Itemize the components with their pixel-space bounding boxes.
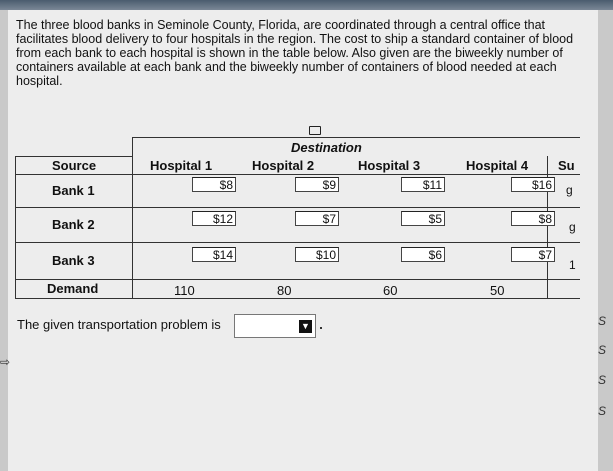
side-mark-3: S bbox=[598, 373, 607, 387]
top-bar bbox=[0, 0, 613, 10]
hospital-1-header: Hospital 1 bbox=[150, 158, 213, 173]
cost-bank2-hospital3: $5 bbox=[401, 211, 445, 226]
table-border-left bbox=[15, 156, 16, 298]
hospital-2-header: Hospital 2 bbox=[252, 158, 315, 173]
cost-bank2-hospital1: $12 bbox=[192, 211, 236, 226]
table-border-top bbox=[132, 137, 580, 138]
table-icon[interactable] bbox=[309, 126, 321, 135]
cost-bank3-hospital1: $14 bbox=[192, 247, 236, 262]
cost-bank3-hospital2: $10 bbox=[295, 247, 339, 262]
demand-hospital3: 60 bbox=[383, 283, 398, 298]
supply-bank1: g bbox=[566, 183, 573, 197]
side-mark-2: S bbox=[598, 343, 607, 357]
side-mark-1: S bbox=[598, 314, 607, 328]
table-border-source-top bbox=[15, 156, 132, 157]
side-mark-4: S bbox=[598, 404, 607, 418]
problem-type-dropdown[interactable] bbox=[234, 314, 316, 338]
cost-bank3-hospital4: $7 bbox=[511, 247, 555, 262]
table-line-demand bbox=[15, 298, 580, 299]
demand-label: Demand bbox=[47, 281, 99, 296]
demand-hospital2: 80 bbox=[277, 283, 292, 298]
hospital-3-header: Hospital 3 bbox=[358, 158, 421, 173]
cost-bank3-hospital3: $6 bbox=[401, 247, 445, 262]
table-line-bank2 bbox=[15, 242, 580, 243]
supply-header: Su bbox=[558, 158, 575, 173]
cost-bank1-hospital4: $16 bbox=[511, 177, 555, 192]
destination-header: Destination bbox=[291, 140, 362, 155]
supply-bank3: 1 bbox=[569, 258, 576, 272]
supply-bank2: g bbox=[569, 220, 576, 234]
problem-text: The three blood banks in Seminole County, Florida, are coordinated through a central office that facilitates blood delivery to four hospitals in the region. The cost to ship a standard container of blood from each bank to each hospital is shown in the table below. Also given are the biweekly number of containers available at each bank and the biweekly number of containers of blood needed at each hospital. bbox=[16, 18, 574, 88]
pointer-arrow-icon: ⇨ bbox=[0, 355, 11, 369]
question-label: The given transportation problem is bbox=[17, 317, 221, 332]
cost-bank1-hospital1: $8 bbox=[192, 177, 236, 192]
table-line-bank3 bbox=[15, 279, 580, 280]
period-mark bbox=[320, 327, 322, 329]
demand-hospital4: 50 bbox=[490, 283, 505, 298]
hospital-4-header: Hospital 4 bbox=[466, 158, 529, 173]
bank-1-label: Bank 1 bbox=[52, 183, 95, 198]
cost-bank2-hospital4: $8 bbox=[511, 211, 555, 226]
cost-bank1-hospital2: $9 bbox=[295, 177, 339, 192]
cost-bank2-hospital2: $7 bbox=[295, 211, 339, 226]
source-header: Source bbox=[52, 158, 97, 173]
table-line-source bbox=[132, 137, 133, 298]
demand-hospital1: 110 bbox=[174, 283, 195, 298]
dropdown-arrow-icon[interactable]: ▼ bbox=[299, 320, 312, 333]
bank-2-label: Bank 2 bbox=[52, 217, 95, 232]
cost-bank1-hospital3: $11 bbox=[401, 177, 445, 192]
table-line-bank1 bbox=[15, 207, 580, 208]
transportation-table bbox=[15, 137, 580, 299]
bank-3-label: Bank 3 bbox=[52, 253, 95, 268]
table-line-header bbox=[15, 174, 580, 175]
